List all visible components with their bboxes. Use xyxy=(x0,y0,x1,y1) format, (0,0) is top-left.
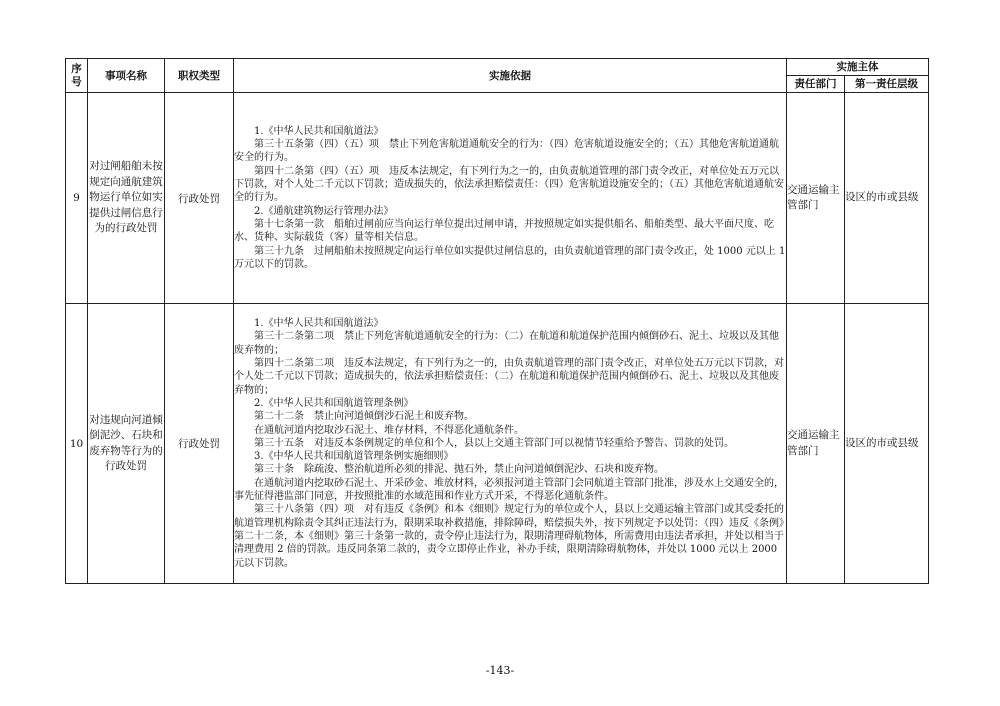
basis-line: 1.《中华人民共和国航道法》 xyxy=(254,318,384,330)
page-number: -143- xyxy=(485,664,515,677)
row-basis xyxy=(234,304,787,584)
basis-line: 第三十条 除疏浚、整治航道所必须的排泥、抛石外，禁止向河道倾倒泥沙、石块和废弃物。 xyxy=(254,464,664,476)
basis-line: 2.《中华人民共和国航道管理条例》 xyxy=(254,397,414,409)
header-name: 事项名称 xyxy=(88,59,165,93)
row-name: 对违规向河道倾倒泥沙、石块和废弃物等行为的行政处罚 xyxy=(88,304,165,584)
header-type: 职权类型 xyxy=(165,59,234,93)
table-row xyxy=(66,304,929,584)
basis-line: 第三十九条 过闸船舶未按照规定向运行单位如实提供过闸信息的，由负责航道管理的部门责令改正，处 1000 元以上 1 万元以下的罚款。 xyxy=(234,245,786,270)
row-level: 设区的市或县级 xyxy=(845,304,929,584)
row-basis xyxy=(234,93,787,304)
basis-line: 在通航河道内挖取沙石泥土、堆存材料，不得恶化通航条件。 xyxy=(254,424,524,436)
basis-line: 第十七条第一款 船舶过闸前应当向运行单位提出过闸申请，并按照规定如实提供船名、船舶类型、最大平面尺度、吃水、货种、实际载货（客）量等相关信息。 xyxy=(234,218,774,244)
row-dept: 交通运输主管部门 xyxy=(787,93,845,304)
basis-line: 第三十五条第（四）（五）项 禁止下列危害航道通航安全的行为：（四）危害航道设施安全的；（五）其他危害航道通航安全的行为。 xyxy=(234,139,779,164)
row-type: 行政处罚 xyxy=(165,304,234,584)
basis-line: 第三十二条第二项 禁止下列危害航道通航安全的行为：（二）在航道和航道保护范围内倾倒砂石、泥土、垃圾以及其他废弃物的； xyxy=(234,331,779,356)
row-type: 行政处罚 xyxy=(165,93,234,304)
basis-line: 第三十五条 对违反本条例规定的单位和个人，县以上交通主管部门可以视情节轻重给予警告、罚款的处罚。 xyxy=(254,437,734,449)
table-row xyxy=(66,93,929,304)
header-basis: 实施依据 xyxy=(234,59,787,93)
basis-line: 第三十八条第（四）项 对有违反《条例》和本《细则》规定行为的单位或个人，县以上交通运输主管部门或其受委托的航道管理机构除责令其纠正违法行为，限期采取补救措施，排除障碍，赔偿损失外，按下列规定予以处罚：（四）违反《条例》第二十二条，本《细则》第三十条第一款的，责令停止违法行为，限期清理碍航物体，所需费用由违法者承担，并处以相当于清理费用 2 倍的罚款。违反同条第二款的，责令立即停止作业，补办手续，限期清除碍航物体，并处以 1000 元以上 2000 元以下罚款。 xyxy=(234,504,784,569)
basis-line: 3.《中华人民共和国航道管理条例实施细则》 xyxy=(254,451,454,463)
header-seq: 序 号 xyxy=(66,59,88,93)
basis-line: 在通航河道内挖取砂石泥土、开采砂金、堆放材料，必须报河道主管部门会同航道主管部门批准，涉及水上交通安全的，事先征得港监部门同意，并按照批准的水域范围和作业方式开采，不得恶化通航条件。 xyxy=(234,477,784,503)
row-level: 设区的市或县级 xyxy=(845,93,929,304)
header-level: 第一责任层级 xyxy=(845,76,929,93)
basis-line: 第二十二条 禁止向河道倾倒沙石泥土和废弃物。 xyxy=(254,411,474,423)
header-subject: 实施主体 xyxy=(787,59,929,76)
basis-line: 2.《通航建筑物运行管理办法》 xyxy=(254,205,394,217)
row-seq: 9 xyxy=(66,93,88,304)
row-dept: 交通运输主管部门 xyxy=(787,304,845,584)
authority-table xyxy=(65,58,929,584)
row-name: 对过闸船舶未按规定向通航建筑物运行单位如实提供过闸信息行为的行政处罚 xyxy=(88,93,165,304)
basis-line: 第四十二条第二项 违反本法规定，有下列行为之一的，由负责航道管理的部门责令改正，对单位处五万元以下罚款，对个人处二千元以下罚款；造成损失的，依法承担赔偿责任：（二）在航道和航道保护范围内倾倒砂石、泥土、垃圾以及其他废弃物的； xyxy=(234,358,784,396)
header-dept: 责任部门 xyxy=(787,76,845,93)
basis-line: 第四十二条第（四）（五）项 违反本法规定，有下列行为之一的，由负责航道管理的部门责令改正，对单位处五万元以下罚款，对个人处二千元以下罚款；造成损失的，依法承担赔偿责任：（四）危害航道设施安全的；（五）其他危害航道通航安全的行为。 xyxy=(234,165,784,204)
basis-line: 1.《中华人民共和国航道法》 xyxy=(254,125,384,137)
row-seq: 10 xyxy=(66,304,88,584)
